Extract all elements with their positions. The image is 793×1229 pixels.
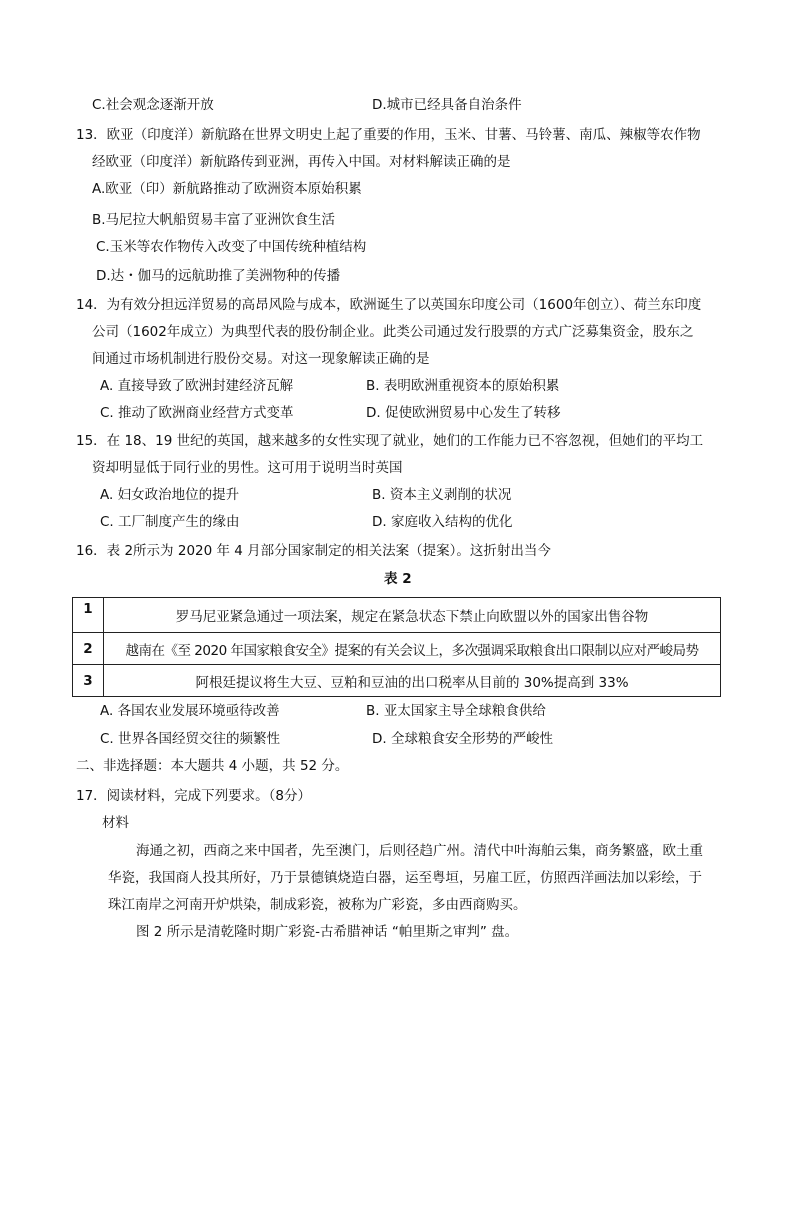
q15-option-c: C. 工厂制度产生的缘由	[100, 514, 240, 530]
table-row	[73, 633, 721, 665]
q15-stem-line2: 资却明显低于同行业的男性。这可用于说明当时英国	[92, 460, 403, 476]
q12-option-c: C.社会观念逐渐开放	[92, 97, 214, 113]
q16-option-d: D. 全球粮食安全形势的严峻性	[372, 731, 553, 747]
q16-option-a: A. 各国农业发展环境亟待改善	[100, 703, 280, 719]
material-para-line2: 华瓷，我国商人投其所好，乃于景德镇烧造白器，运至粤垣，另雇工匠，仿照西洋画法加以彩绘，于	[108, 870, 702, 886]
q13-option-c: C.玉米等农作物传入改变了中国传统种植结构	[96, 239, 367, 255]
row-number: 2	[73, 633, 104, 665]
row-text: 阿根廷提议将生大豆、豆粕和豆油的出口税率从目前的 30%提高到 33%	[104, 665, 721, 697]
q12-option-d: D.城市已经具备自治条件	[372, 97, 522, 113]
figure-caption-line: 图 2 所示是清乾隆时期广彩瓷-古希腊神话 “帕里斯之审判” 盘。	[136, 924, 519, 940]
material-para-line1: 海通之初，西商之来中国者，先至澳门，后则径趋广州。清代中叶海舶云集，商务繁盛，欧土重	[136, 843, 703, 859]
q15-option-d: D. 家庭收入结构的优化	[372, 514, 513, 530]
q13-option-d: D.达・伽马的远航助推了美洲物种的传播	[96, 268, 341, 284]
q15-option-b: B. 资本主义剥削的状况	[372, 487, 512, 503]
q13-option-a: A.欧亚（印）新航路推动了欧洲资本原始积累	[92, 181, 362, 197]
q14-option-b: B. 表明欧洲重视资本的原始积累	[366, 378, 560, 394]
material-para-line3: 珠江南岸之河南开炉烘染，制成彩瓷，被称为广彩瓷，多由西商购买。	[108, 897, 527, 913]
q14-stem-line1: 14．为有效分担远洋贸易的高昂风险与成本，欧洲诞生了以英国东印度公司（1600年创立）、荷兰东印度	[76, 297, 702, 313]
row-number: 3	[73, 665, 104, 697]
table-caption: 表 2	[384, 571, 412, 587]
q14-stem-line2: 公司（1602年成立）为典型代表的股份制企业。此类公司通过发行股票的方式广泛募集资金，股东之	[92, 324, 694, 340]
q16-option-c: C. 世界各国经贸交往的频繁性	[100, 731, 281, 747]
q13-stem-line1: 13．欧亚（印度洋）新航路在世界文明史上起了重要的作用，玉米、甘薯、马铃薯、南瓜、辣椒等农作物	[76, 127, 701, 143]
material-label: 材料	[102, 815, 129, 831]
q15-stem-line1: 15．在 18、19 世纪的英国，越来越多的女性实现了就业，她们的工作能力已不容忽视，但她们的平均工	[76, 433, 704, 449]
row-text: 越南在《至 2020 年国家粮食安全》提案的有关会议上，多次强调采取粮食出口限制以应对严峻局势	[104, 633, 721, 665]
section-heading: 二、非选择题：本大题共 4 小题，共 52 分。	[76, 758, 349, 774]
row-text: 罗马尼亚紧急通过一项法案，规定在紧急状态下禁止向欧盟以外的国家出售谷物	[104, 598, 721, 633]
q15-option-a: A. 妇女政治地位的提升	[100, 487, 240, 503]
q13-option-b: B.马尼拉大帆船贸易丰富了亚洲饮食生活	[92, 212, 336, 228]
table-row	[73, 665, 721, 697]
table-2	[72, 597, 721, 697]
q17-stem: 17．阅读材料，完成下列要求。（8分）	[76, 788, 312, 804]
row-number: 1	[73, 598, 104, 633]
q16-option-b: B. 亚太国家主导全球粮食供给	[366, 703, 546, 719]
q14-option-d: D. 促使欧洲贸易中心发生了转移	[366, 405, 561, 421]
q14-stem-line3: 间通过市场机制进行股份交易。对这一现象解读正确的是	[92, 351, 430, 367]
q13-stem-line2: 经欧亚（印度洋）新航路传到亚洲，再传入中国。对材料解读正确的是	[92, 154, 511, 170]
table-row	[73, 598, 721, 633]
q16-stem: 16．表 2所示为 2020 年 4 月部分国家制定的相关法案（提案）。这折射出当今	[76, 543, 551, 559]
q14-option-a: A. 直接导致了欧洲封建经济瓦解	[100, 378, 294, 394]
q14-option-c: C. 推动了欧洲商业经营方式变革	[100, 405, 294, 421]
